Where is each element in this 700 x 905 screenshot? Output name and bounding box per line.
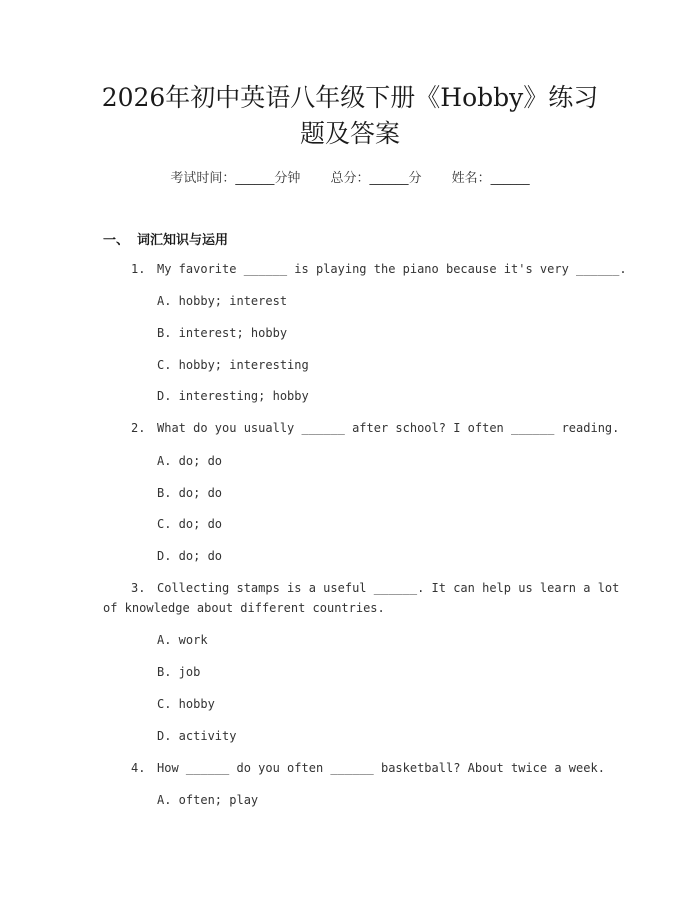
title-line-2: 题及答案 [299,119,400,148]
question-1-option-a: A. hobby; interest [157,294,288,308]
question-2-option-b: B. do; do [157,486,223,500]
question-4 [131,761,605,775]
question-3-continuation: of knowledge about different countries. [103,601,385,615]
section-number: 一、 [103,233,130,248]
question-2-option-d: D. do; do [157,549,223,563]
question-2 [131,421,619,435]
question-3-option-d: D. activity [157,729,237,743]
exam-info [0,167,700,186]
question-text: My favorite ______ is playing the piano because it's very ______. [157,262,627,276]
question-3-option-c: C. hobby [157,697,215,711]
question-1-option-d: D. interesting; hobby [157,389,309,403]
section-title: 词汇知识与运用 [137,233,229,248]
question-number: 3. [131,581,146,595]
question-1-option-c: C. hobby; interesting [157,358,309,372]
question-number: 4. [131,761,146,775]
section-heading [103,229,228,248]
question-number: 1. [131,262,146,276]
question-text: Collecting stamps is a useful ______. It can help us learn a lot [157,581,620,595]
question-1-option-b: B. interest; hobby [157,326,288,340]
document-title [0,80,700,152]
question-1 [131,262,627,276]
student-name-field: 姓名：______ [451,171,530,186]
question-2-option-a: A. do; do [157,454,223,468]
question-4-option-a: A. often; play [157,793,259,807]
total-score-field: 总分：______分 [330,171,422,186]
question-text: How ______ do you often ______ basketball? About twice a week. [157,761,605,775]
question-number: 2. [131,421,146,435]
question-3-option-b: B. job [157,665,201,679]
question-3 [131,581,619,595]
question-2-option-c: C. do; do [157,517,223,531]
question-3-option-a: A. work [157,633,208,647]
question-text: What do you usually ______ after school? I often ______ reading. [157,421,620,435]
title-line-1: 2026年初中英语八年级下册《Hobby》练习 [101,83,599,112]
exam-time-field: 考试时间：______分钟 [170,171,301,186]
